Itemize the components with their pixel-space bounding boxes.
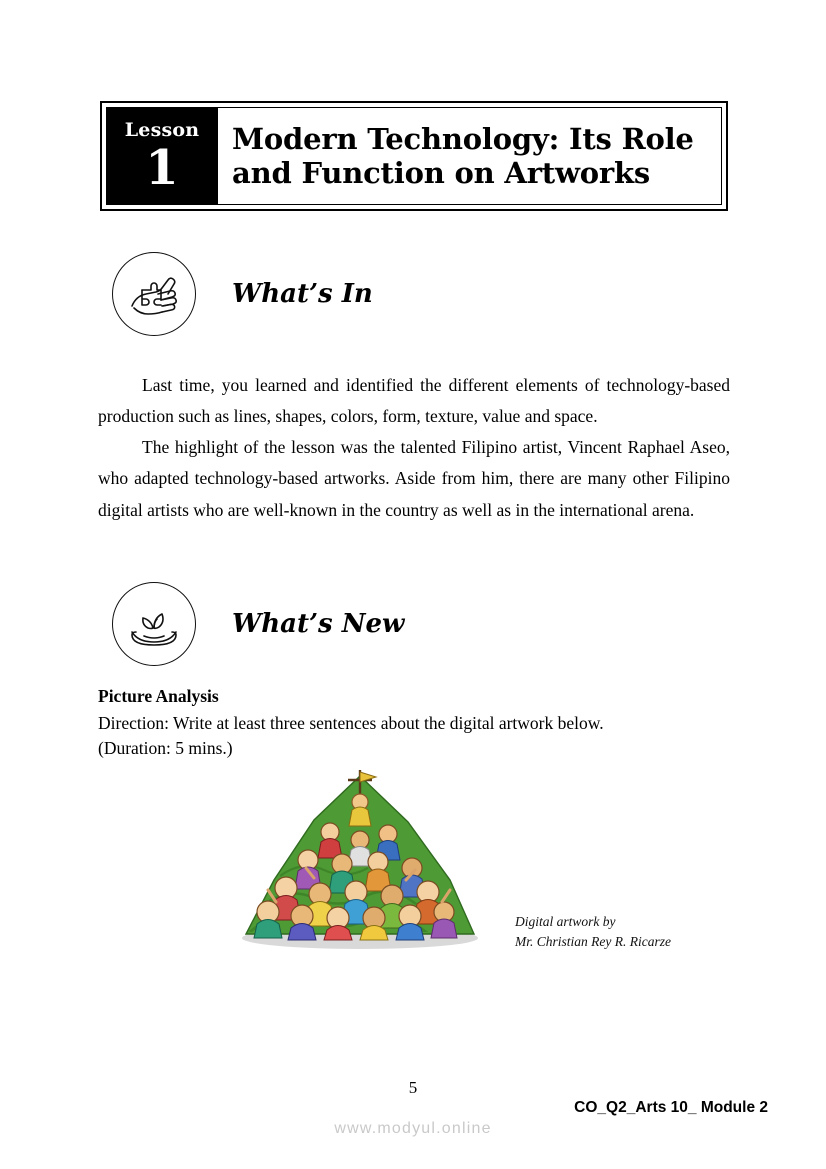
whats-in-body-text [98,370,730,526]
picture-analysis-block [98,686,730,762]
whats-new-section-header [112,582,404,666]
lesson-number-label: 1 [145,139,179,196]
whats-in-paragraph-2: The highlight of the lesson was the talented Filipino artist, Vincent Raphael Aseo, who adapted technology-based artworks. Aside from him, there are many other Filipino digital artists who are well-known in the country as well as in the international arena. [98,437,730,520]
page-number: 5 [408,1078,418,1097]
picture-analysis-direction: Direction: Write at least three sentences about the digital artwork below. [98,713,604,733]
whats-in-section-header [112,252,373,336]
artwork-caption [515,912,671,953]
whats-in-label: What’s In [232,279,373,309]
hand-holding-sprout-icon [112,582,196,666]
lesson-banner-inner-border [106,107,722,205]
module-code-footer: CO_Q2_Arts 10_ Module 2 [574,1099,768,1116]
digital-artwork-image [210,756,510,962]
lesson-title: Modern Technology: Its Role and Function on Artworks [232,121,694,190]
watermark-text: www.modyul.online [334,1120,492,1137]
lesson-banner [100,101,728,211]
lesson-word-label: Lesson [124,118,200,141]
picture-analysis-duration: (Duration: 5 mins.) [98,738,233,759]
artwork-caption-line-1: Digital artwork by [515,914,616,929]
whats-in-paragraph-1: Last time, you learned and identified the different elements of technology-based production such as lines, shapes, colors, form, texture, value and space. [98,375,730,427]
picture-analysis-heading: Picture Analysis [98,686,219,706]
hand-holding-puzzle-piece-icon [112,252,196,336]
whats-new-label: What’s New [232,609,405,639]
lesson-number-chip [107,108,218,204]
artwork-caption-line-2: Mr. Christian Rey R. Ricarze [515,934,671,950]
